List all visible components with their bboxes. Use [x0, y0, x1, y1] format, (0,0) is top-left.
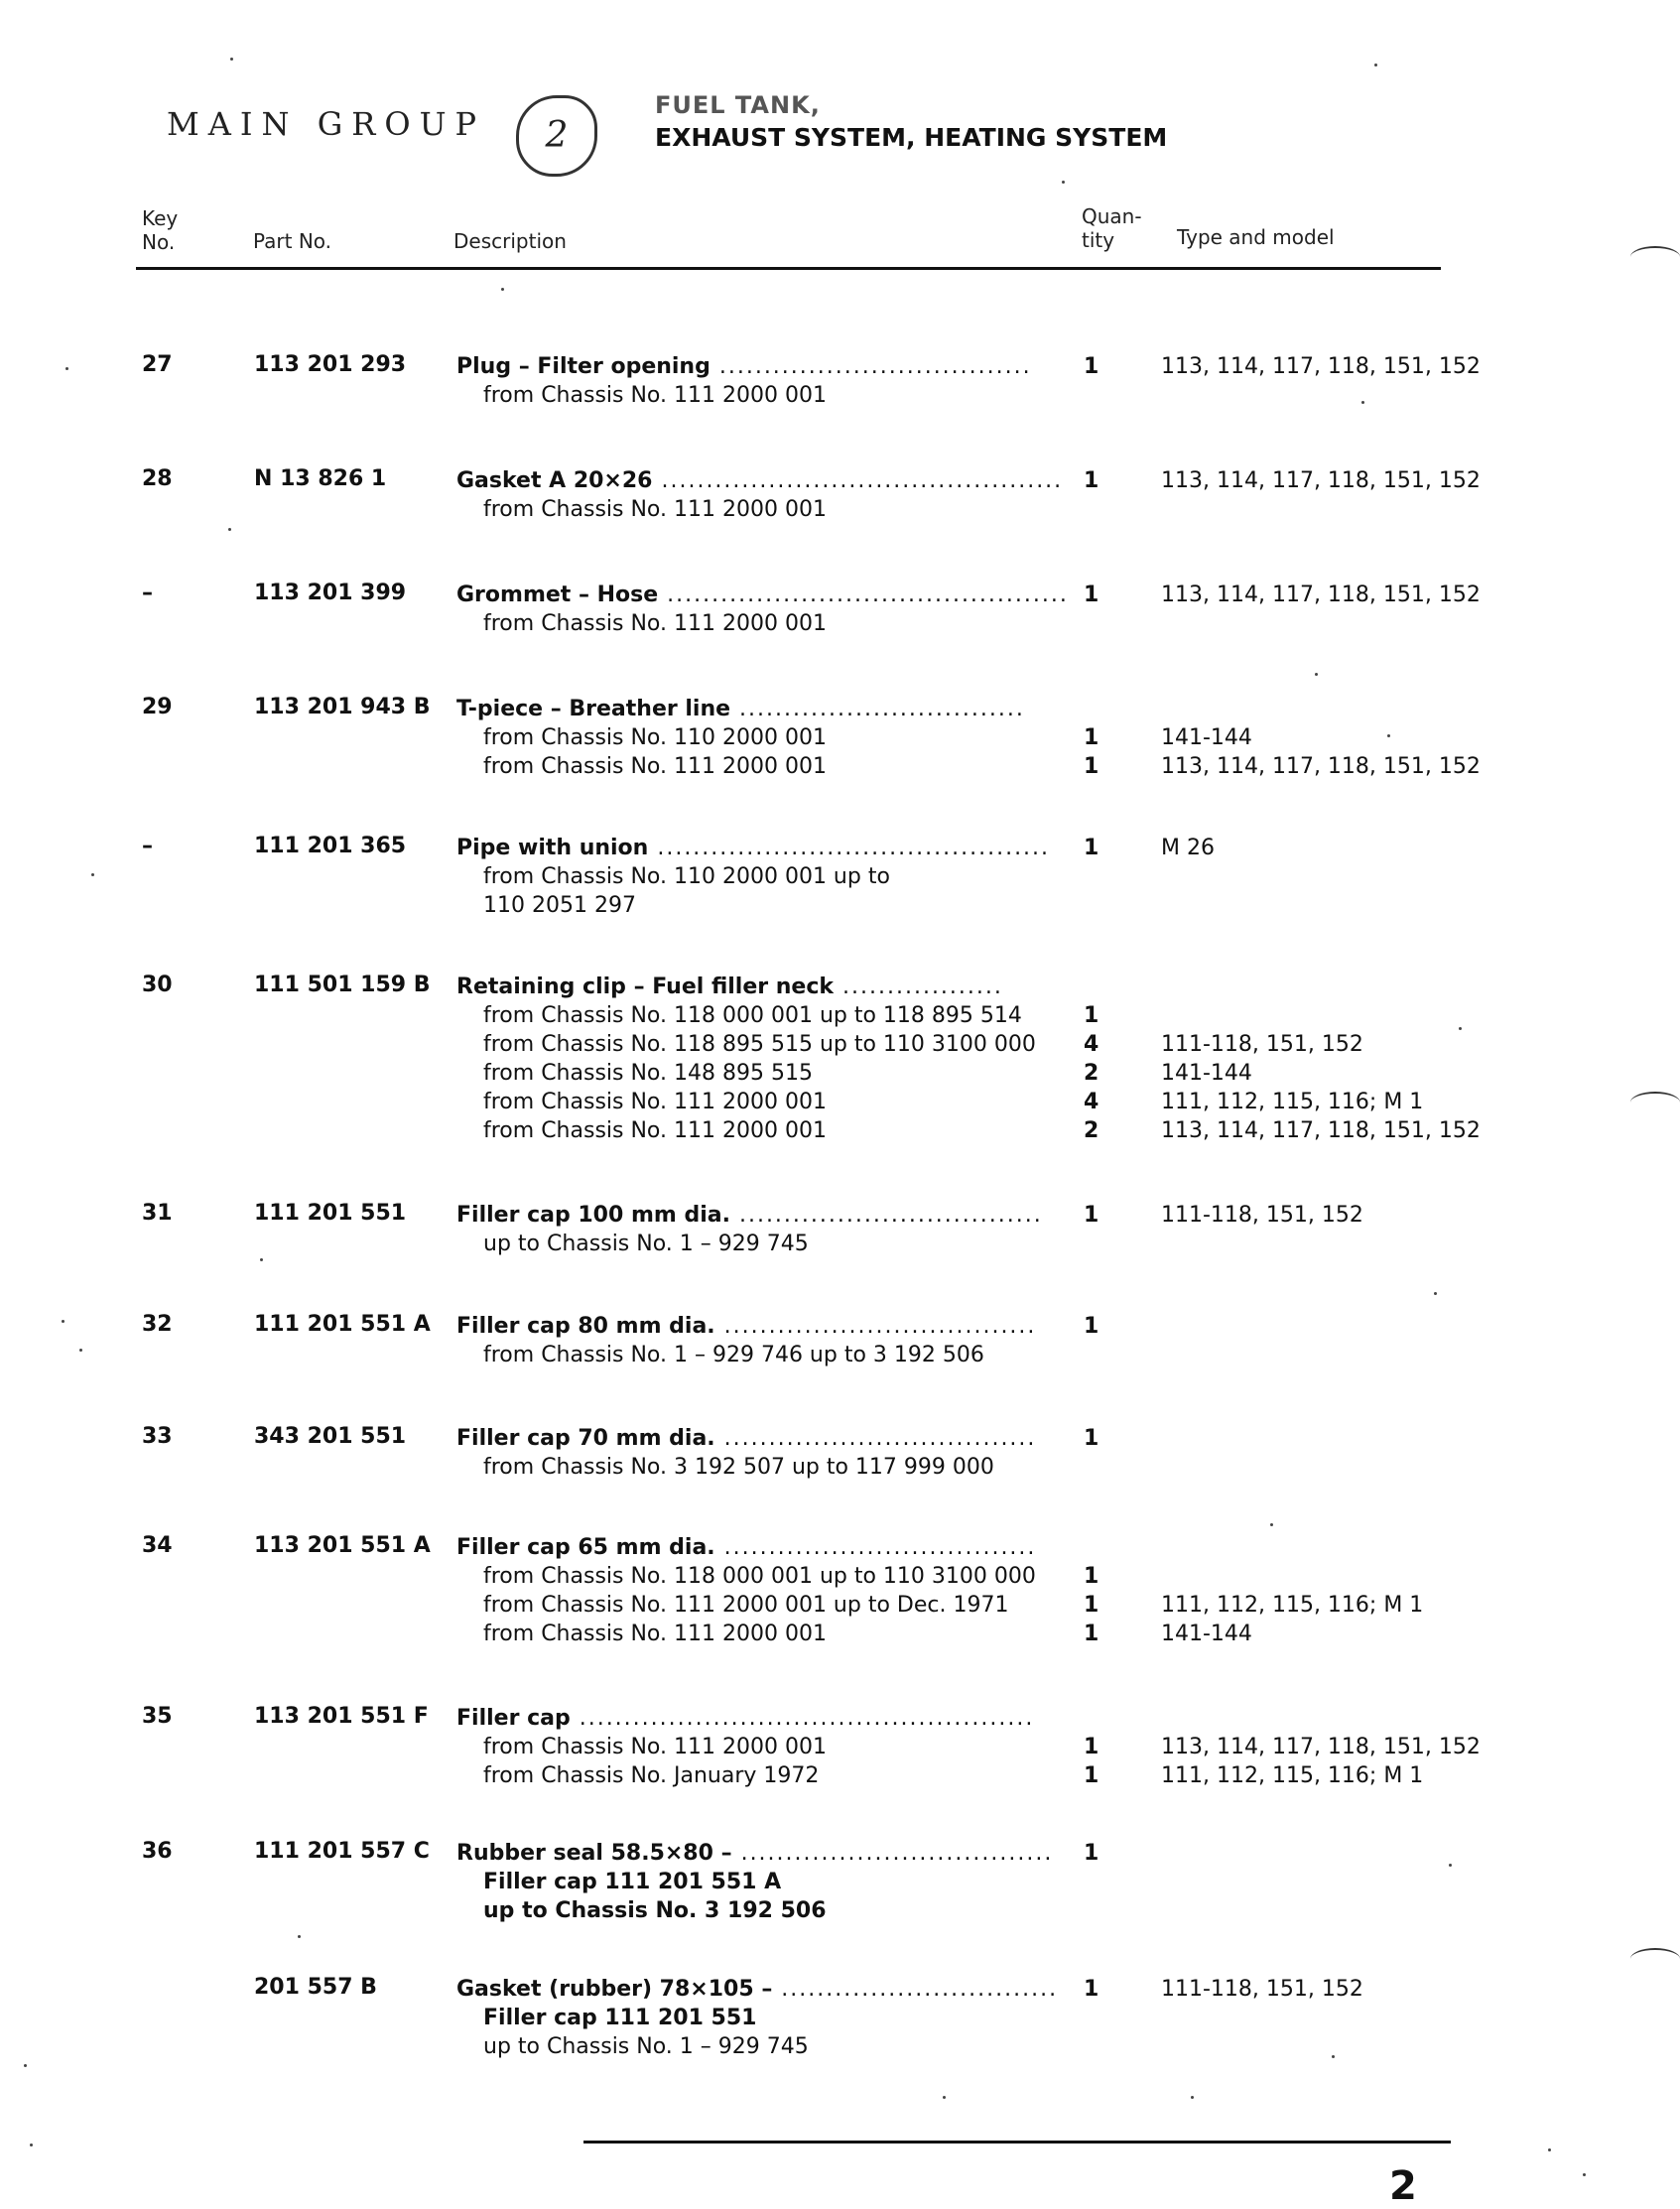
scan-speck	[1583, 2173, 1586, 2176]
quantity-value: 1	[1084, 1622, 1099, 1646]
description-subline: from Chassis No. 111 2000 001 up to Dec. 1971	[483, 1593, 1009, 1618]
part-description	[456, 352, 1032, 410]
description-subline: from Chassis No. 3 192 507 up to 117 999 000	[483, 1455, 994, 1480]
type-and-model	[1161, 1839, 1168, 1925]
scan-speck	[1062, 181, 1065, 184]
type-model-value	[1161, 495, 1481, 524]
scan-speck	[62, 1320, 65, 1323]
scan-speck	[1387, 734, 1390, 737]
scan-speck	[1315, 673, 1318, 676]
description-subline: up to Chassis No. 3 192 506	[483, 1898, 827, 1923]
description-line: Plug – Filter opening ...................................	[456, 354, 1032, 379]
part-quantity	[1084, 1704, 1098, 1790]
scan-margin-mark	[1630, 1092, 1680, 1113]
leader-dots: ...................................	[714, 1535, 1037, 1560]
quantity-value	[1084, 1230, 1098, 1258]
type-model-value	[1161, 695, 1481, 723]
part-description	[456, 1839, 1053, 1925]
description-subline: up to Chassis No. 1 – 929 745	[483, 2034, 809, 2059]
type-model-value	[1161, 2004, 1363, 2032]
quantity-value	[1084, 1896, 1098, 1925]
quantity-value: 1	[1084, 725, 1099, 750]
quantity-value	[1084, 973, 1098, 1001]
col-header-description: Description	[453, 229, 567, 253]
description-line: Filler cap 80 mm dia. ...................................	[456, 1314, 1037, 1339]
key-number: 27	[142, 352, 173, 377]
scan-speck	[1191, 2096, 1194, 2099]
description-subline: Filler cap 111 201 551	[483, 2006, 757, 2030]
quantity-value: 1	[1084, 1564, 1099, 1589]
type-and-model	[1161, 1201, 1363, 1258]
part-quantity	[1084, 352, 1098, 410]
scan-speck	[1332, 2055, 1335, 2058]
scan-speck	[230, 58, 233, 61]
key-number: –	[142, 834, 153, 858]
quantity-value: 1	[1084, 1735, 1099, 1759]
col-header-quantity: Quan- tity	[1082, 204, 1142, 252]
type-model-value	[1161, 1230, 1363, 1258]
quantity-value	[1084, 1704, 1098, 1733]
quantity-value	[1084, 1341, 1098, 1369]
group-number-stamp: 2	[516, 95, 597, 177]
type-and-model	[1161, 1533, 1423, 1648]
type-model-value: 111-118, 151, 152	[1161, 1032, 1363, 1057]
description-subline: 110 2051 297	[483, 893, 636, 918]
part-description	[456, 834, 1050, 920]
key-number: 35	[142, 1704, 173, 1729]
description-subline: from Chassis No. 111 2000 001	[483, 497, 827, 522]
quantity-value: 1	[1084, 1977, 1099, 2002]
header-rule	[136, 267, 1441, 270]
type-model-value	[1161, 1562, 1423, 1591]
description-line: Gasket A 20×26 .............................................	[456, 468, 1064, 493]
key-number: –	[142, 581, 153, 605]
description-subline: from Chassis No. 118 000 001 up to 110 3100 000	[483, 1564, 1036, 1589]
type-model-value	[1161, 973, 1481, 1001]
key-number: 36	[142, 1839, 173, 1864]
description-line: T-piece – Breather line ................................	[456, 697, 1025, 721]
type-model-value: 111, 112, 115, 116; M 1	[1161, 1763, 1424, 1788]
key-number: 30	[142, 973, 173, 997]
part-number: 113 201 399	[254, 581, 407, 605]
description-line: Rubber seal 58.5×80 – ...................................	[456, 1841, 1054, 1866]
quantity-value	[1084, 381, 1098, 410]
part-description	[456, 466, 1063, 524]
scan-speck	[228, 528, 231, 531]
quantity-value: 2	[1084, 1118, 1099, 1143]
scan-speck	[30, 2144, 33, 2146]
part-number: 111 201 557 C	[254, 1839, 430, 1864]
type-model-value	[1161, 1453, 1168, 1482]
section-title-line1: FUEL TANK,	[655, 91, 821, 119]
key-number: 32	[142, 1312, 173, 1337]
quantity-value: 4	[1084, 1090, 1099, 1114]
description-subline: from Chassis No. 110 2000 001	[483, 725, 827, 750]
description-line: Pipe with union ............................................	[456, 836, 1051, 860]
part-number: 111 201 551 A	[254, 1312, 431, 1337]
scan-speck	[1434, 1292, 1437, 1295]
part-description	[456, 1312, 1036, 1369]
type-and-model	[1161, 581, 1481, 638]
type-model-value: 113, 114, 117, 118, 151, 152	[1161, 583, 1481, 607]
scan-margin-mark	[1630, 246, 1680, 268]
part-quantity	[1084, 1533, 1098, 1648]
type-model-value: 111, 112, 115, 116; M 1	[1161, 1090, 1424, 1114]
description-subline: from Chassis No. 111 2000 001	[483, 611, 827, 636]
description-subline: from Chassis No. 111 2000 001	[483, 1622, 827, 1646]
description-line: Filler cap ...................................................	[456, 1706, 1035, 1731]
part-number: 343 201 551	[254, 1424, 407, 1449]
part-number: 113 201 943 B	[254, 695, 431, 719]
quantity-value	[1084, 891, 1098, 920]
quantity-value	[1084, 2032, 1098, 2061]
scan-speck	[1459, 1027, 1462, 1030]
leader-dots: ................................	[730, 697, 1025, 721]
quantity-value: 1	[1084, 583, 1099, 607]
leader-dots: ............................................	[648, 836, 1051, 860]
scan-speck	[1361, 401, 1364, 404]
type-and-model	[1161, 1704, 1481, 1790]
part-number: 111 201 551	[254, 1201, 407, 1226]
key-number: 34	[142, 1533, 173, 1558]
type-model-value: 111, 112, 115, 116; M 1	[1161, 1593, 1424, 1618]
scan-speck	[501, 288, 504, 291]
key-number: 33	[142, 1424, 173, 1449]
leader-dots: ...................................	[714, 1314, 1037, 1339]
main-group-label: MAIN GROUP	[167, 105, 486, 143]
description-subline: from Chassis No. 1 – 929 746 up to 3 192 506	[483, 1343, 984, 1367]
quantity-value: 1	[1084, 1763, 1099, 1788]
description-subline: from Chassis No. 111 2000 001	[483, 383, 827, 408]
type-and-model	[1161, 834, 1215, 920]
col-header-key: Key No.	[142, 206, 179, 254]
quantity-value	[1084, 1868, 1098, 1896]
type-and-model	[1161, 466, 1481, 524]
description-subline: from Chassis No. 111 2000 001	[483, 1118, 827, 1143]
type-model-value	[1161, 1533, 1423, 1562]
leader-dots: .............................................	[652, 468, 1064, 493]
part-number: 113 201 551 F	[254, 1704, 429, 1729]
description-line: Filler cap 70 mm dia. ...................................	[456, 1426, 1037, 1451]
type-model-value: 113, 114, 117, 118, 151, 152	[1161, 468, 1481, 493]
type-model-value	[1161, 1704, 1481, 1733]
type-and-model	[1161, 695, 1481, 781]
col-header-part-no: Part No.	[253, 229, 332, 253]
type-model-value: 111-118, 151, 152	[1161, 1977, 1363, 2002]
quantity-value: 4	[1084, 1032, 1099, 1057]
part-description	[456, 581, 1069, 638]
quantity-value: 1	[1084, 1593, 1099, 1618]
key-number: 29	[142, 695, 173, 719]
type-model-value	[1161, 609, 1481, 638]
description-subline: from Chassis No. 111 2000 001	[483, 754, 827, 779]
scan-speck	[298, 1935, 301, 1938]
leader-dots: ...................................	[731, 1841, 1054, 1866]
part-number: 201 557 B	[254, 1975, 377, 2000]
quantity-value	[1084, 695, 1098, 723]
description-line: Gasket (rubber) 78×105 – ...............................	[456, 1977, 1059, 2002]
quantity-value: 2	[1084, 1061, 1099, 1086]
description-line: Retaining clip – Fuel filler neck ..................	[456, 975, 1003, 999]
quantity-value	[1084, 1453, 1098, 1482]
description-subline: Filler cap 111 201 551 A	[483, 1870, 782, 1894]
part-quantity	[1084, 581, 1098, 638]
type-model-value	[1161, 1341, 1168, 1369]
quantity-value: 1	[1084, 754, 1099, 779]
type-model-value	[1161, 1868, 1168, 1896]
quantity-value: 1	[1084, 1314, 1099, 1339]
part-description	[456, 1975, 1058, 2061]
part-description	[456, 695, 1025, 781]
part-number: 111 501 159 B	[254, 973, 431, 997]
part-quantity	[1084, 1312, 1098, 1369]
quantity-value	[1084, 495, 1098, 524]
quantity-value: 1	[1084, 468, 1099, 493]
type-and-model	[1161, 973, 1481, 1145]
scan-speck	[91, 873, 94, 876]
scan-speck	[1449, 1864, 1452, 1867]
scan-speck	[260, 1258, 263, 1261]
quantity-value: 1	[1084, 1841, 1099, 1866]
type-model-value	[1161, 381, 1481, 410]
leader-dots: ...................................	[710, 354, 1032, 379]
description-line: Filler cap 100 mm dia. ..................................	[456, 1203, 1043, 1228]
type-and-model	[1161, 1975, 1363, 2061]
quantity-value: 1	[1084, 1426, 1099, 1451]
type-model-value: 113, 114, 117, 118, 151, 152	[1161, 1735, 1481, 1759]
description-subline: from Chassis No. 148 895 515	[483, 1061, 813, 1086]
leader-dots: ...................................	[714, 1426, 1037, 1451]
type-and-model	[1161, 1312, 1168, 1369]
page-number: 2	[1389, 2163, 1417, 2209]
leader-dots: ..................................	[729, 1203, 1043, 1228]
part-quantity	[1084, 973, 1098, 1145]
description-subline: up to Chassis No. 1 – 929 745	[483, 1232, 809, 1256]
type-model-value: 113, 114, 117, 118, 151, 152	[1161, 354, 1481, 379]
type-model-value: 113, 114, 117, 118, 151, 152	[1161, 754, 1481, 779]
scan-speck	[79, 1349, 82, 1352]
quantity-value	[1084, 862, 1098, 891]
description-subline: from Chassis No. 118 895 515 up to 110 3100 000	[483, 1032, 1036, 1057]
description-subline: from Chassis No. 110 2000 001 up to	[483, 864, 890, 889]
quantity-value	[1084, 609, 1098, 638]
description-line: Grommet – Hose .............................................	[456, 583, 1069, 607]
type-model-value	[1161, 862, 1215, 891]
quantity-value: 1	[1084, 836, 1099, 860]
leader-dots: .............................................	[658, 583, 1069, 607]
description-subline: from Chassis No. 118 000 001 up to 118 895 514	[483, 1003, 1022, 1028]
part-quantity	[1084, 1201, 1098, 1258]
part-description	[456, 1201, 1043, 1258]
quantity-value: 1	[1084, 354, 1099, 379]
type-model-value	[1161, 1001, 1481, 1030]
key-number: 31	[142, 1201, 173, 1226]
type-model-value	[1161, 891, 1215, 920]
scan-margin-mark	[1630, 1948, 1680, 1970]
type-model-value	[1161, 1839, 1168, 1868]
col-header-type-model: Type and model	[1177, 225, 1335, 249]
type-model-value	[1161, 1424, 1168, 1453]
part-quantity	[1084, 695, 1098, 781]
type-model-value	[1161, 1896, 1168, 1925]
part-number: 113 201 293	[254, 352, 407, 377]
type-model-value	[1161, 1312, 1168, 1341]
type-model-value: 113, 114, 117, 118, 151, 152	[1161, 1118, 1481, 1143]
part-quantity	[1084, 466, 1098, 524]
scan-speck	[1548, 2148, 1551, 2151]
type-model-value: 141-144	[1161, 725, 1252, 750]
part-description	[456, 1704, 1034, 1790]
part-number: N 13 826 1	[254, 466, 387, 491]
part-description	[456, 1424, 1036, 1482]
section-title-line2: EXHAUST SYSTEM, HEATING SYSTEM	[655, 123, 1168, 152]
scan-speck	[1374, 64, 1377, 66]
quantity-value: 1	[1084, 1003, 1099, 1028]
footer-rule	[583, 2141, 1451, 2144]
type-model-value: 111-118, 151, 152	[1161, 1203, 1363, 1228]
leader-dots: ...............................	[772, 1977, 1059, 2002]
leader-dots: ...................................................	[570, 1706, 1035, 1731]
type-model-value: 141-144	[1161, 1061, 1252, 1086]
quantity-value	[1084, 2004, 1098, 2032]
type-and-model	[1161, 352, 1481, 410]
part-description	[456, 973, 1036, 1145]
leader-dots: ..................	[834, 975, 1003, 999]
scan-speck	[1270, 1523, 1273, 1526]
type-and-model	[1161, 1424, 1168, 1482]
scan-speck	[65, 367, 68, 370]
scan-speck	[24, 2064, 27, 2067]
description-line: Filler cap 65 mm dia. ...................................	[456, 1535, 1037, 1560]
type-model-value: M 26	[1161, 836, 1215, 860]
quantity-value: 1	[1084, 1203, 1099, 1228]
part-quantity	[1084, 1424, 1098, 1482]
part-number: 113 201 551 A	[254, 1533, 431, 1558]
part-number: 111 201 365	[254, 834, 407, 858]
type-model-value: 141-144	[1161, 1622, 1252, 1646]
description-subline: from Chassis No. 111 2000 001	[483, 1735, 827, 1759]
key-number: 28	[142, 466, 173, 491]
quantity-value	[1084, 1533, 1098, 1562]
part-quantity	[1084, 834, 1098, 920]
description-subline: from Chassis No. January 1972	[483, 1763, 820, 1788]
scan-speck	[943, 2096, 946, 2099]
part-description	[456, 1533, 1036, 1648]
part-quantity	[1084, 1975, 1098, 2061]
description-subline: from Chassis No. 111 2000 001	[483, 1090, 827, 1114]
part-quantity	[1084, 1839, 1098, 1925]
